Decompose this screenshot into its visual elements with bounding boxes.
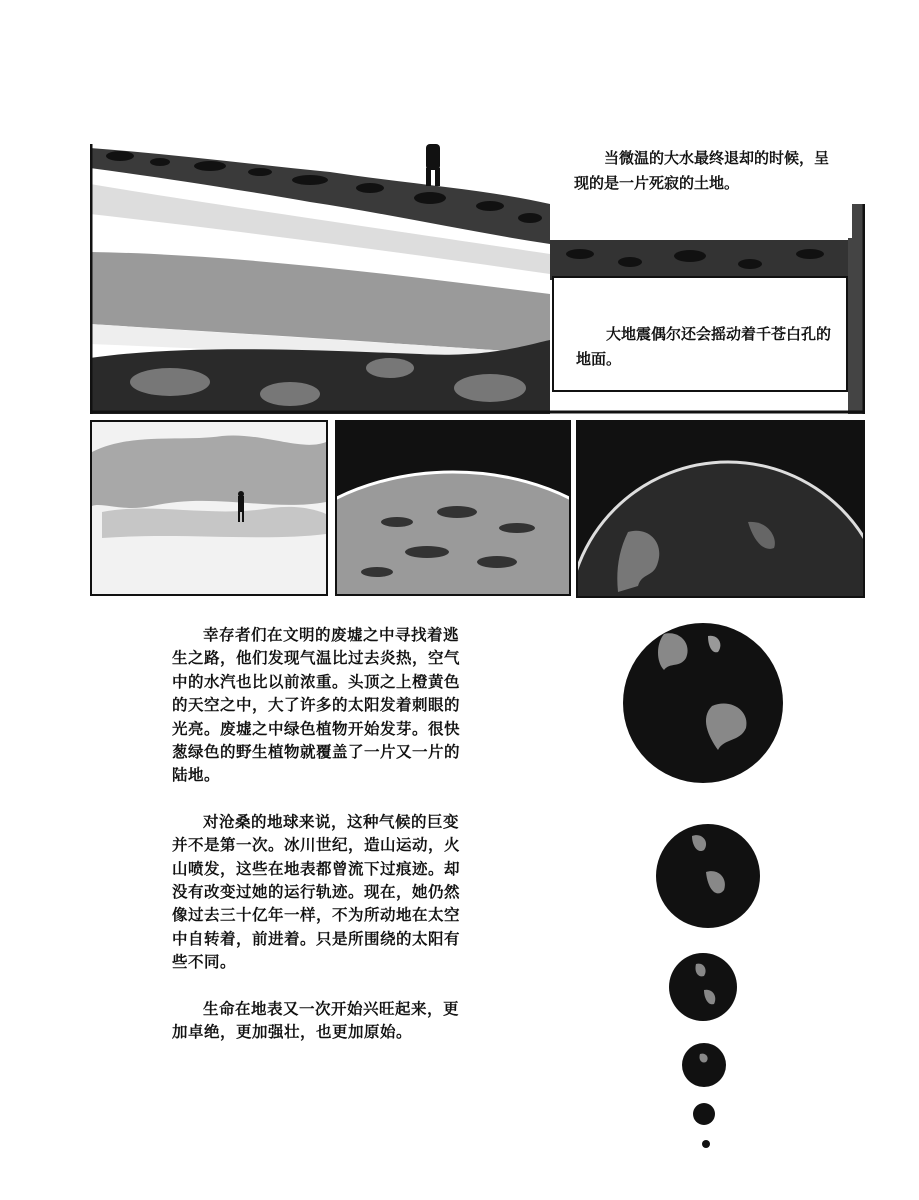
planets-column (600, 610, 800, 1170)
caption-middle (552, 276, 848, 392)
horizon-illustration (337, 422, 569, 594)
curve-illustration (578, 422, 863, 596)
panel-mist-figure (90, 420, 328, 596)
mist-illustration (92, 422, 326, 594)
paragraph-3: 生命在地表又一次开始兴旺起来，更加卓绝，更加强壮，也更加原始。 (172, 999, 460, 1042)
planet-large (623, 623, 783, 783)
panel-planet-horizon (335, 420, 571, 596)
body-text (172, 624, 472, 1068)
caption-top-text: 当微温的大水最终退却的时候，呈现的是一片死寂的土地。 (574, 149, 830, 192)
planet-smaller (682, 1043, 726, 1087)
planet-medium (656, 824, 760, 928)
planet-tiny (693, 1103, 715, 1125)
planet-dot (702, 1140, 710, 1148)
paragraph-2: 对沧桑的地球来说，这种气候的巨变并不是第一次。冰川世纪，造山运动，火山喷发，这些在地表都曾流下过痕迹。却没有改变过她的运行轨迹。现在，她仍然像过去三十亿年一样，不为所动地在太空中自转着，前进着。只是所围绕的太阳有些不同。 (172, 812, 461, 972)
caption-middle-text: 大地震偶尔还会摇动着千苍白孔的地面。 (576, 325, 832, 368)
caption-top (552, 134, 852, 238)
panel-planet-curve (576, 420, 865, 598)
planet-small (669, 953, 737, 1021)
paragraph-1: 幸存者们在文明的废墟之中寻找着逃生之路，他们发现气温比过去炎热，空气中的水汽也比以前浓重。头顶之上橙黄色的天空之中，大了许多的太阳发着刺眼的光亮。废墟之中绿色植物开始发芽。很快葱绿色的野生植物就覆盖了一片又一片的陆地。 (172, 626, 461, 785)
